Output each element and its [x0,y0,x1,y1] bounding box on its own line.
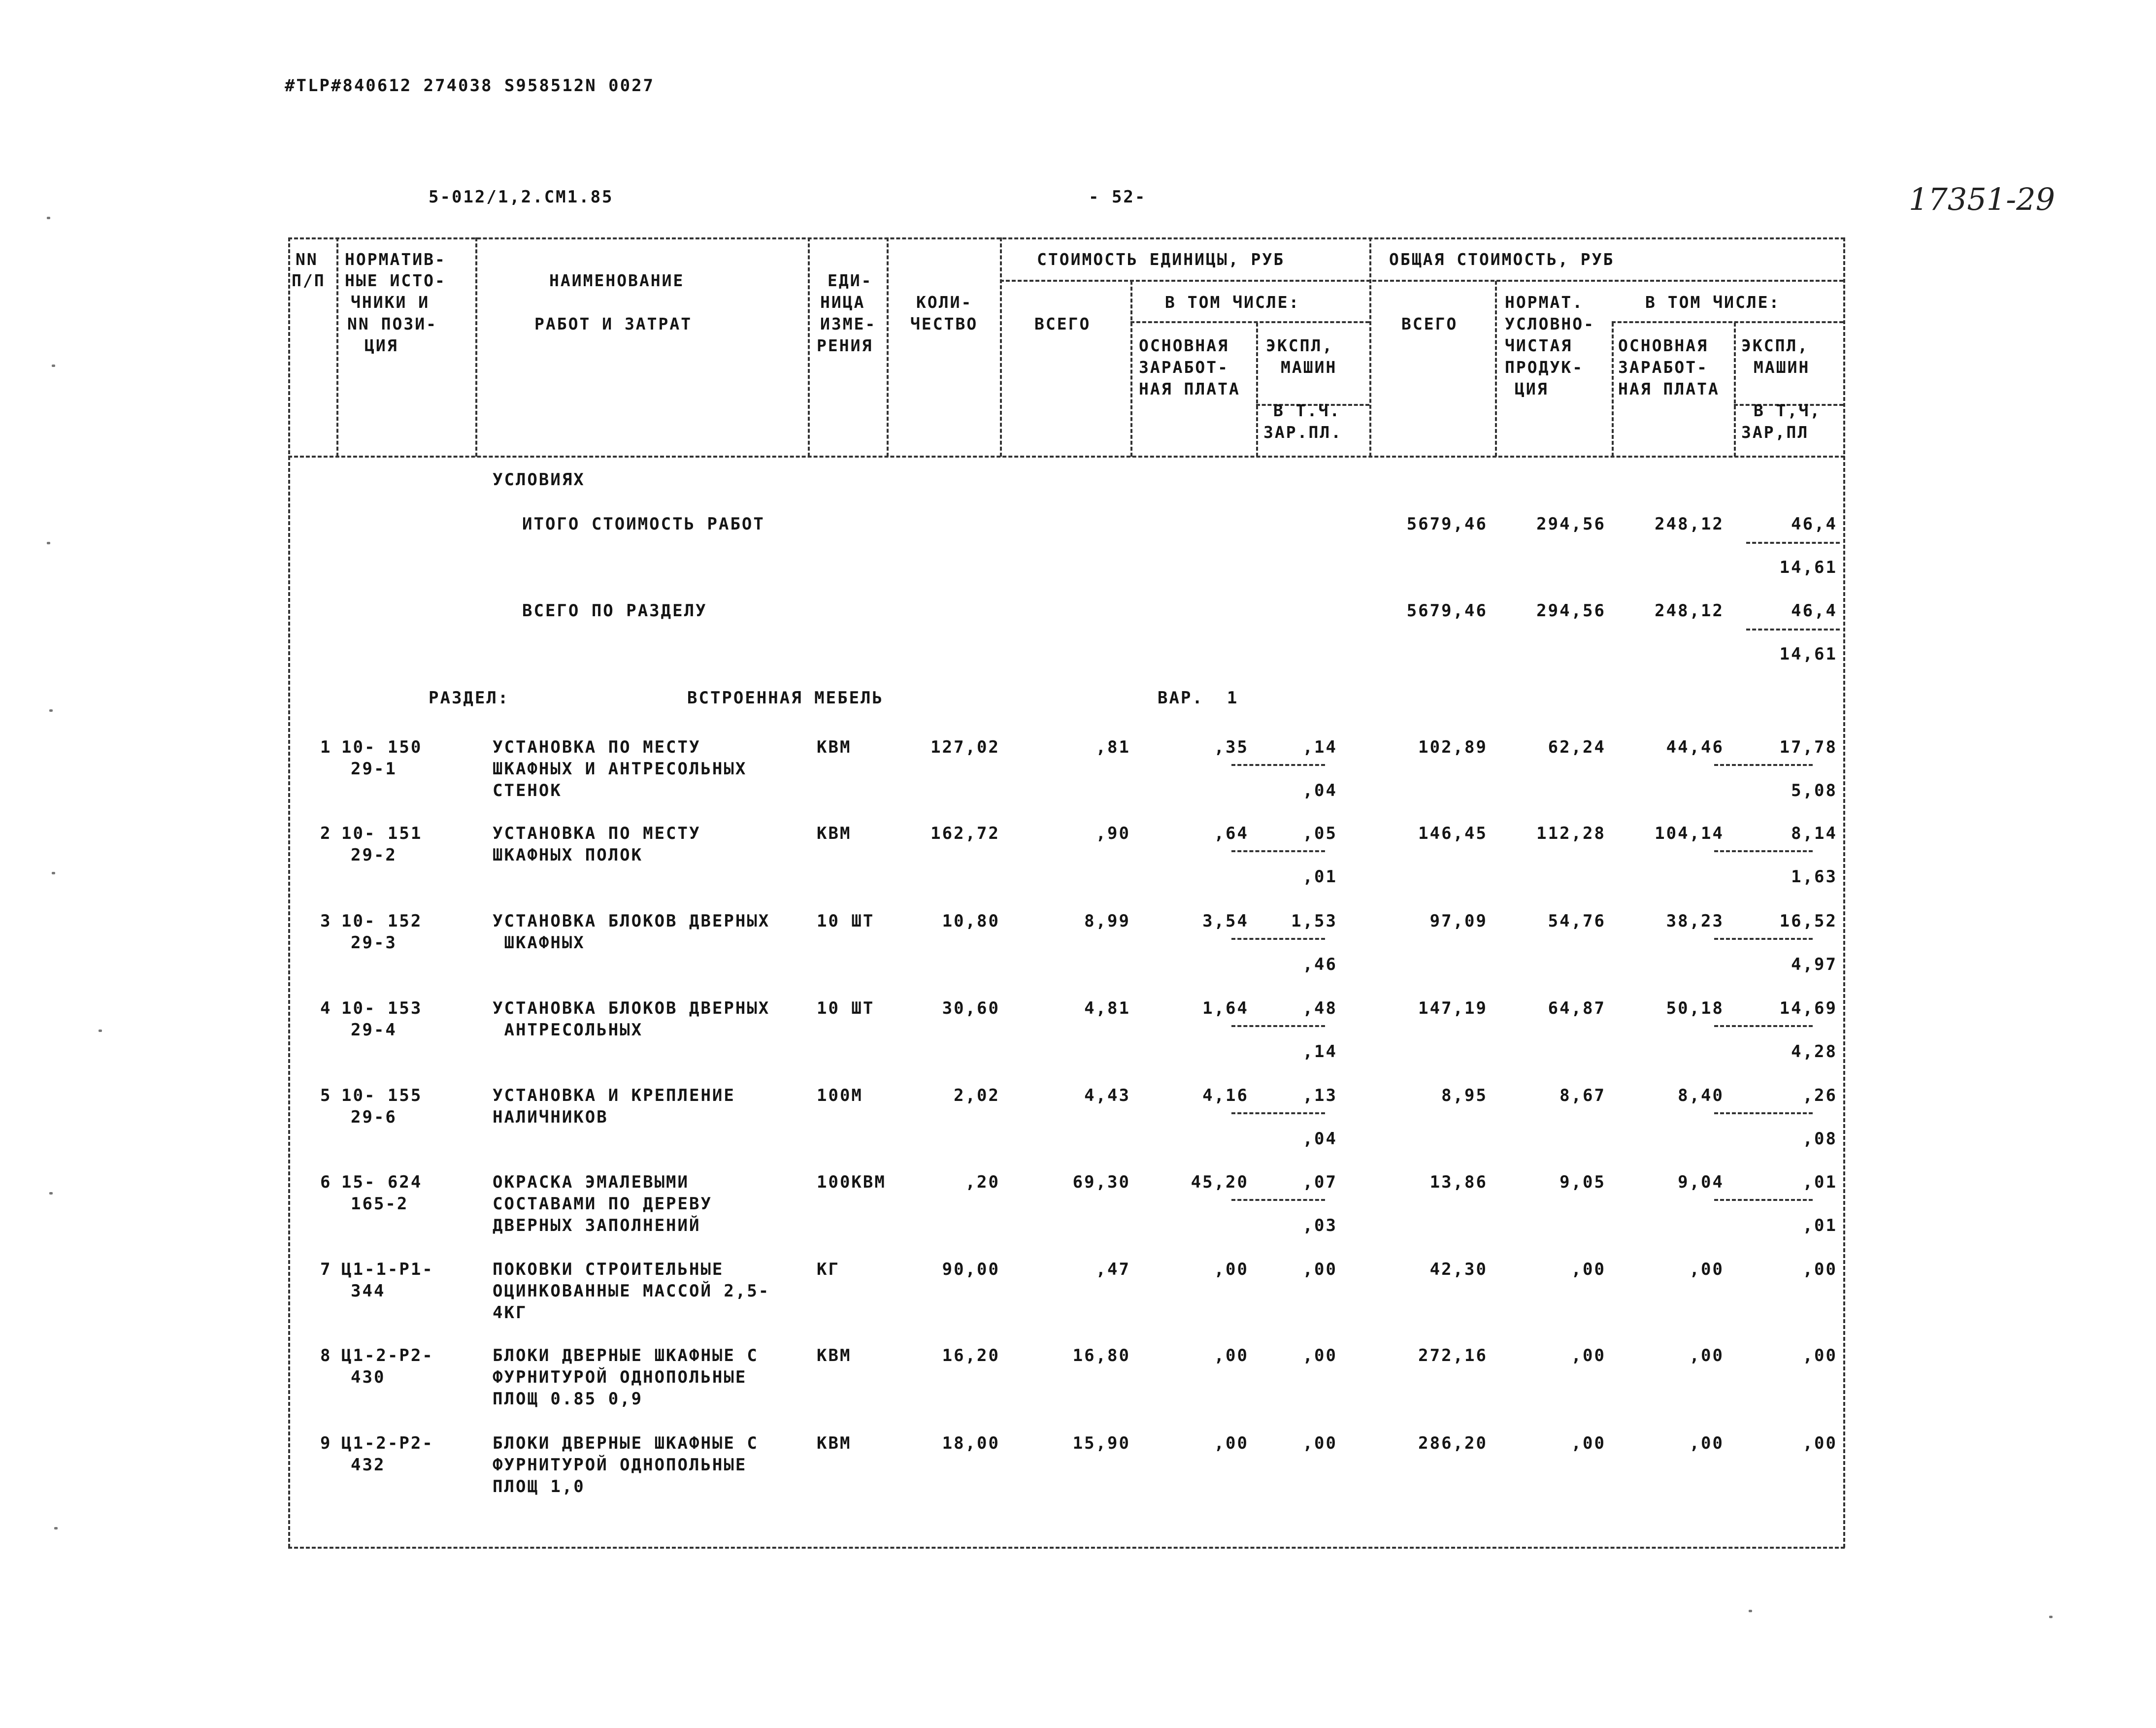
vsego-em: 46,4 [1791,601,1837,621]
row-code-line: Ц1-2-Р2- [341,1346,434,1365]
hdr-nn: NN [296,250,318,269]
hdr-unit-4: РЕНИЯ [817,336,873,355]
row-total-em-zp: 5,08 [1791,781,1837,800]
vsego-normat: 294,56 [1536,601,1606,621]
row-code-line: 10- 153 [341,998,423,1018]
row-number: 1 [320,737,332,757]
row-total-em: 17,78 [1779,737,1837,757]
row-total-normat: ,00 [1571,1260,1606,1279]
row-total-zp: ,00 [1689,1346,1724,1365]
row-total-zp: 9,04 [1678,1172,1724,1192]
row-total-normat: 64,87 [1548,998,1606,1018]
hdr-osn-2: ЗАРАБОТ- [1139,358,1229,377]
row-unit-em-zp: ,14 [1302,1042,1337,1062]
hdr-qty-2: ЧЕСТВО [910,314,978,333]
row-unit-em: ,05 [1302,824,1337,843]
hdr-unit-3: ИЗМЕ- [820,314,877,333]
row-total-em: ,01 [1802,1172,1837,1192]
row-unit-zp: ,64 [1214,824,1249,843]
row-unit-zp: ,00 [1214,1260,1249,1279]
itogo-em-zp: 14,61 [1779,558,1837,577]
row-unit-zp: 4,16 [1202,1086,1249,1105]
row-unit-em: ,13 [1302,1086,1337,1105]
row-name-line: ШКАФНЫХ ПОЛОК [493,845,643,865]
row-unit-all: ,47 [1095,1260,1130,1279]
row-unit: 100М [817,1086,863,1105]
row-qty: 10,80 [942,911,1000,931]
row-total-em: ,26 [1802,1086,1837,1105]
row-name-line: ШКАФНЫХ И АНТРЕСОЛЬНЫХ [493,759,747,779]
row-name-line: ДВЕРНЫХ ЗАПОЛНЕНИЙ [493,1216,701,1235]
row-unit-all: 8,99 [1084,911,1130,931]
row-unit: КВМ [817,824,852,843]
itogo-normat: 294,56 [1536,514,1606,534]
row-name-line: БЛОКИ ДВЕРНЫЕ ШКАФНЫЕ С [493,1346,759,1365]
hdr-osn2-3: НАЯ ПЛАТА [1618,379,1720,399]
row-total-em: 8,14 [1791,824,1837,843]
row-unit: КГ [817,1260,840,1279]
row-unit: 100КВМ [817,1172,886,1192]
row-name-line: СТЕНОК [493,781,562,800]
hdr-unit-all: ВСЕГО [1034,314,1091,333]
row-unit-divider [1231,1025,1325,1027]
row-code-line: 29-1 [351,759,397,779]
row-number: 8 [320,1346,332,1365]
row-unit-em: ,00 [1302,1433,1337,1453]
row-qty: 90,00 [942,1260,1000,1279]
row-unit-em: ,00 [1302,1346,1337,1365]
vsego-em-zp: 14,61 [1779,644,1837,664]
hdr-norm-2: НЫЕ ИСТО- [345,271,446,290]
hdr-osn2-2: ЗАРАБОТ- [1618,358,1708,377]
row-unit-em-zp: ,04 [1302,1129,1337,1149]
row-qty: 162,72 [930,824,1000,843]
hdr-norm-4: NN ПОЗИ- [347,314,437,333]
vsego-divider [1746,629,1840,631]
row-number: 2 [320,824,332,843]
row-code-line: Ц1-2-Р2- [341,1433,434,1453]
row-unit-em: ,00 [1302,1260,1337,1279]
document-code: 5-012/1,2.CM1.85 [429,187,614,207]
row-name-line: ФУРНИТУРОЙ ОДНОПОЛЬНЫЕ [493,1455,747,1475]
itogo-zp: 248,12 [1655,514,1724,534]
row-name-line: ОЦИНКОВАННЫЕ МАССОЙ 2,5- [493,1281,770,1301]
row-name-line: 4КГ [493,1303,528,1323]
row-number: 6 [320,1172,332,1192]
hdr-total-cost: ОБЩАЯ СТОИМОСТЬ, РУБ [1389,250,1615,269]
row-unit-all: ,81 [1095,737,1130,757]
hdr-name-2: РАБОТ И ЗАТРАТ [534,314,693,333]
itogo-label: ИТОГО СТОИМОСТЬ РАБОТ [522,514,765,534]
row-code-line: 10- 151 [341,824,423,843]
row-unit-zp: 3,54 [1202,911,1249,931]
row-total-em-zp: ,01 [1802,1216,1837,1235]
row-total-zp: 44,46 [1666,737,1724,757]
row-total-divider [1714,764,1813,766]
hdr-normat-5: ЦИЯ [1515,379,1549,399]
row-total-zp: 8,40 [1678,1086,1724,1105]
section-name: ВСТРОЕННАЯ МЕБЕЛЬ [687,688,884,708]
hdr-vtch2-2: ЗАР,ПЛ [1741,423,1809,442]
row-total-all: 8,95 [1441,1086,1488,1105]
hdr-unit-2: НИЦА [820,293,865,312]
row-total-em-zp: 1,63 [1791,867,1837,887]
row-total-divider [1714,1199,1813,1201]
row-total-em: ,00 [1802,1260,1837,1279]
row-name-line: ШКАФНЫХ [493,933,585,953]
row-total-divider [1714,850,1813,852]
row-total-all: 146,45 [1418,824,1488,843]
row-number: 3 [320,911,332,931]
row-code-line: 29-3 [351,933,397,953]
row-qty: 127,02 [930,737,1000,757]
row-unit: 10 ШТ [817,911,875,931]
row-total-all: 272,16 [1418,1346,1488,1365]
row-qty: ,20 [965,1172,1000,1192]
row-name-line: УСТАНОВКА И КРЕПЛЕНИЕ [493,1086,735,1105]
row-unit-divider [1231,850,1325,852]
row-qty: 30,60 [942,998,1000,1018]
row-total-em-zp: 4,28 [1791,1042,1837,1062]
row-unit-em-zp: ,46 [1302,955,1337,974]
row-total-normat: ,00 [1571,1346,1606,1365]
row-unit-all: 15,90 [1072,1433,1130,1453]
hdr-ekspl-2: МАШИН [1281,358,1337,377]
row-total-em: ,00 [1802,1433,1837,1453]
row-unit-divider [1231,764,1325,766]
row-qty: 18,00 [942,1433,1000,1453]
summary-usloviyah: УСЛОВИЯХ [493,470,585,490]
itogo-total: 5679,46 [1406,514,1488,534]
hdr-ekspl2-1: ЭКСПЛ, [1741,336,1809,355]
row-total-em: 14,69 [1779,998,1837,1018]
row-unit-all: 16,80 [1072,1346,1130,1365]
row-name-line: БЛОКИ ДВЕРНЫЕ ШКАФНЫЕ С [493,1433,759,1453]
row-name-line: АНТРЕСОЛЬНЫХ [493,1020,643,1040]
hdr-total-all: ВСЕГО [1401,314,1458,333]
row-unit-divider [1231,1112,1325,1114]
hdr-unit-incl: В ТОМ ЧИСЛЕ: [1165,293,1300,312]
vsego-label: ВСЕГО ПО РАЗДЕЛУ [522,601,707,621]
row-name-line: ПЛОЩ 0.85 0,9 [493,1389,643,1409]
hdr-vtch-2: ЗАР.ПЛ. [1263,423,1343,442]
hdr-pp: П/П [292,271,326,290]
hdr-normat-2: УСЛОВНО- [1505,314,1595,333]
row-name-line: ПЛОЩ 1,0 [493,1477,585,1496]
row-unit-divider [1231,938,1325,940]
hdr-qty-1: КОЛИ- [916,293,973,312]
row-unit-em: ,14 [1302,737,1337,757]
row-name-line: УСТАНОВКА ПО МЕСТУ [493,737,701,757]
row-total-em-zp: ,08 [1802,1129,1837,1149]
itogo-em: 46,4 [1791,514,1837,534]
row-total-all: 42,30 [1429,1260,1488,1279]
row-number: 9 [320,1433,332,1453]
row-total-zp: 104,14 [1655,824,1724,843]
row-unit-all: 4,81 [1084,998,1130,1018]
hdr-ekspl2-2: МАШИН [1754,358,1810,377]
row-unit-em-zp: ,03 [1302,1216,1337,1235]
row-unit: КВМ [817,1346,852,1365]
row-total-em-zp: 4,97 [1791,955,1837,974]
row-total-all: 286,20 [1418,1433,1488,1453]
row-unit: КВМ [817,737,852,757]
row-number: 5 [320,1086,332,1105]
row-unit-em: ,48 [1302,998,1337,1018]
hdr-unit-cost: СТОИМОСТЬ ЕДИНИЦЫ, РУБ [1037,250,1285,269]
row-total-all: 147,19 [1418,998,1488,1018]
row-unit: 10 ШТ [817,998,875,1018]
hdr-vtch-1: В Т.Ч. [1273,401,1341,420]
row-name-line: ФУРНИТУРОЙ ОДНОПОЛЬНЫЕ [493,1367,747,1387]
row-total-divider [1714,1025,1813,1027]
row-total-divider [1714,938,1813,940]
hdr-normat-3: ЧИСТАЯ [1505,336,1573,355]
row-total-all: 102,89 [1418,737,1488,757]
row-code-line: 29-6 [351,1107,397,1127]
row-unit-zp: ,00 [1214,1433,1249,1453]
row-total-zp: 50,18 [1666,998,1724,1018]
hdr-norm-1: НОРМАТИВ- [345,250,446,269]
row-name-line: СОСТАВАМИ ПО ДЕРЕВУ [493,1194,712,1214]
row-unit-zp: ,35 [1214,737,1249,757]
row-unit-all: ,90 [1095,824,1130,843]
hdr-norm-3: ЧНИКИ И [351,293,430,312]
row-unit-zp: 1,64 [1202,998,1249,1018]
row-name-line: УСТАНОВКА БЛОКОВ ДВЕРНЫХ [493,911,770,931]
row-code-line: 10- 150 [341,737,423,757]
hdr-name-1: НАИМЕНОВАНИЕ [549,271,685,290]
row-total-zp: ,00 [1689,1433,1724,1453]
row-unit-all: 69,30 [1072,1172,1130,1192]
row-total-normat: 9,05 [1559,1172,1606,1192]
row-unit-divider [1231,1199,1325,1201]
row-total-em: ,00 [1802,1346,1837,1365]
row-total-normat: 62,24 [1548,737,1606,757]
itogo-divider [1746,542,1840,544]
row-total-normat: 54,76 [1548,911,1606,931]
row-unit-em-zp: ,04 [1302,781,1337,800]
row-name-line: ПОКОВКИ СТРОИТЕЛЬНЫЕ [493,1260,724,1279]
row-qty: 2,02 [954,1086,1000,1105]
row-unit-em: 1,53 [1291,911,1337,931]
hdr-normat-4: ПРОДУК- [1505,358,1584,377]
hdr-normat-1: НОРМАТ. [1505,293,1584,312]
row-total-normat: 8,67 [1559,1086,1606,1105]
row-total-zp: 38,23 [1666,911,1724,931]
row-unit-zp: ,00 [1214,1346,1249,1365]
hdr-norm-5: ЦИЯ [365,336,398,355]
section-variant: ВАР. 1 [1158,688,1239,708]
hdr-ekspl-1: ЭКСПЛ, [1266,336,1334,355]
row-unit-em: ,07 [1302,1172,1337,1192]
row-name-line: УСТАНОВКА БЛОКОВ ДВЕРНЫХ [493,998,770,1018]
row-code-line: 432 [351,1455,386,1475]
row-code-line: 430 [351,1367,386,1387]
row-total-em: 16,52 [1779,911,1837,931]
row-total-all: 97,09 [1429,911,1488,931]
section-label: РАЗДЕЛ: [429,688,510,708]
hdr-vtch2-1: В Т,Ч, [1754,401,1822,420]
row-number: 7 [320,1260,332,1279]
row-code-line: 10- 152 [341,911,423,931]
row-unit: КВМ [817,1433,852,1453]
page-number: - 52- [1089,187,1147,207]
row-code-line: Ц1-1-Р1- [341,1260,434,1279]
row-code-line: 29-2 [351,845,397,865]
hdr-osn-1: ОСНОВНАЯ [1139,336,1229,355]
row-unit-zp: 45,20 [1191,1172,1249,1192]
row-code-line: 165-2 [351,1194,409,1214]
vsego-zp: 248,12 [1655,601,1724,621]
row-name-line: НАЛИЧНИКОВ [493,1107,608,1127]
row-total-all: 13,86 [1429,1172,1488,1192]
hdr-unit-1: ЕДИ- [828,271,873,290]
row-name-line: ОКРАСКА ЭМАЛЕВЫМИ [493,1172,689,1192]
row-code-line: 344 [351,1281,386,1301]
row-total-normat: 112,28 [1536,824,1606,843]
hdr-total-incl: В ТОМ ЧИСЛЕ: [1645,293,1781,312]
row-code-line: 29-4 [351,1020,397,1040]
row-number: 4 [320,998,332,1018]
hdr-osn-3: НАЯ ПЛАТА [1139,379,1240,399]
row-code-line: 15- 624 [341,1172,423,1192]
row-name-line: УСТАНОВКА ПО МЕСТУ [493,824,701,843]
handwritten-mark: 17351-29 [1909,181,2056,217]
document-id-line: #TLP#840612 274038 S958512N 0027 [285,76,655,96]
row-unit-em-zp: ,01 [1302,867,1337,887]
row-total-divider [1714,1112,1813,1114]
row-total-normat: ,00 [1571,1433,1606,1453]
row-code-line: 10- 155 [341,1086,423,1105]
row-unit-all: 4,43 [1084,1086,1130,1105]
row-total-zp: ,00 [1689,1260,1724,1279]
vsego-total: 5679,46 [1406,601,1488,621]
hdr-osn2-1: ОСНОВНАЯ [1618,336,1708,355]
row-qty: 16,20 [942,1346,1000,1365]
